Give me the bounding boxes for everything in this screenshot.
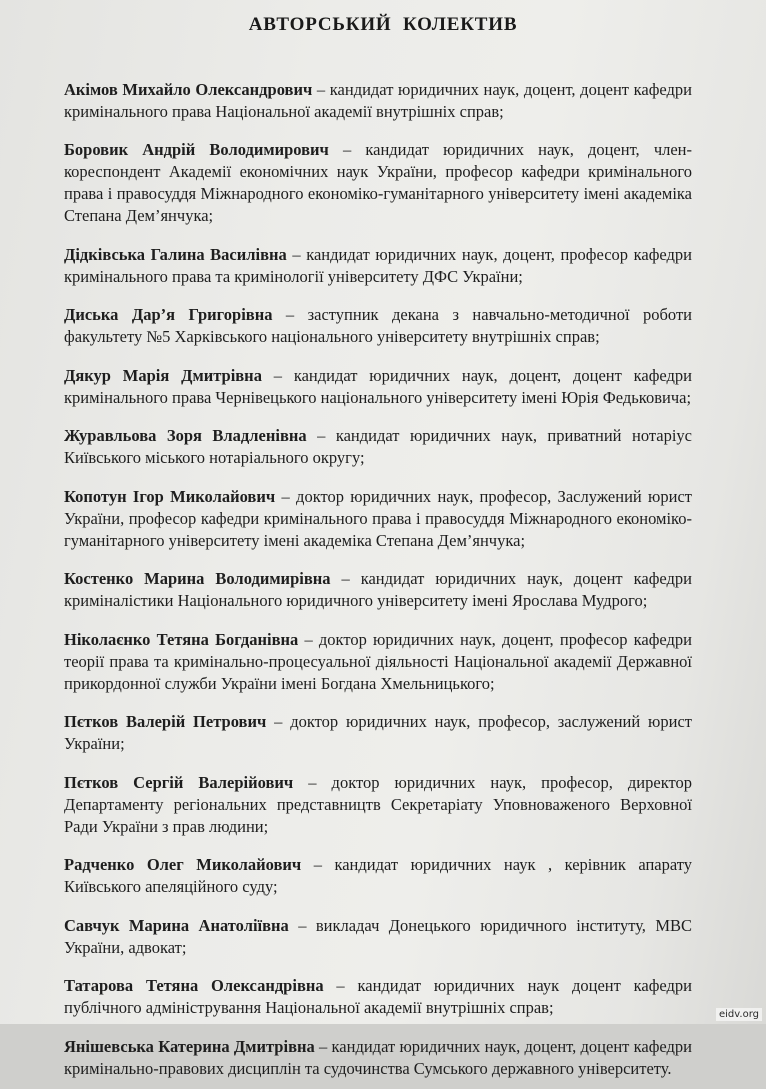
author-entry (64, 915, 692, 959)
author-entry (64, 772, 692, 838)
author-name: Савчук Марина Анатоліївна (64, 915, 289, 935)
author-description: – кандидат юридичних наук, доцент, член-кореспондент Академії економічних наук України, професор кафедри кримінального права і правосуддя Міжнародного економіко-гуманітарного університету імені академіка Степана Дем’янчука; (64, 140, 692, 225)
author-entry (64, 568, 692, 612)
author-entry (64, 244, 692, 288)
author-name: Журавльова Зоря Владленівна (64, 426, 307, 445)
author-name: Ніколаєнко Тетяна Богданівна (64, 629, 299, 649)
author-description: – кандидат юридичних наук, доцент, доцент кафедри кримінально-правових дисциплін та судочинства Сумського державного університету. (64, 1036, 693, 1078)
author-name: Радченко Олег Миколайович (64, 855, 302, 874)
author-description: – кандидат юридичних наук, доцент, професор кафедри кримінального права та кримінології університету ДФС України; (64, 244, 692, 286)
author-description: – кандидат юридичних наук, доцент, доцент кафедри кримінального права Національної академії внутрішніх справ; (64, 79, 692, 121)
author-description: – доктор юридичних наук, професор, Заслужений юрист України, професор кафедри кримінального права і правосуддя Міжнародного економіко-гуманітарного університету імені академіка Степана Дем’янчука; (64, 486, 692, 550)
author-description: – кандидат юридичних наук, доцент кафедри криміналістики Національного юридичного університету імені Ярослава Мудрого; (64, 569, 692, 610)
author-description: – кандидат юридичних наук, доцент, доцент кафедри кримінального права Чернівецького національного університету імені Юрія Федьковича; (64, 365, 692, 407)
authors-list (64, 62, 692, 1089)
author-name: Диська Дар’я Григорівна (64, 305, 273, 324)
author-entry (64, 425, 692, 469)
author-name: Боровик Андрій Володимирович (64, 140, 329, 159)
author-name: Дякур Марія Дмитрівна (64, 365, 262, 385)
author-name: Янішевська Катерина Дмитрівна (64, 1036, 315, 1056)
author-description: – кандидат юридичних наук, приватний нотаріус Київського міського нотаріального округу; (64, 426, 692, 467)
author-name: Костенко Марина Володимирівна (64, 569, 331, 588)
author-name: Копотун Ігор Миколайович (64, 486, 276, 506)
author-name: Татарова Тетяна Олександрівна (64, 976, 324, 995)
author-name: Акімов Михайло Олександрович (64, 79, 313, 99)
author-entry (64, 486, 692, 552)
page-title: АВТОРСЬКИЙ КОЛЕКТИВ (248, 14, 518, 35)
watermark-label: eidv.org (716, 1008, 762, 1021)
author-description: – кандидат юридичних наук , керівник апарату Київського апеляційного суду; (64, 855, 692, 896)
author-description: – доктор юридичних наук, професор, заслужений юрист України; (64, 712, 693, 753)
author-entry (64, 304, 692, 348)
author-entry (64, 139, 692, 227)
author-name: Дідківська Галина Василівна (64, 244, 287, 264)
author-name: Пєтков Сергій Валерійович (64, 772, 294, 792)
author-entry (64, 79, 692, 123)
author-entry (64, 365, 692, 409)
author-description: – доктор юридичних наук, доцент, професор кафедри теорії права та кримінально-процесуальної діяльності Національної академії Державної прикордонної служби України імені Богдана Хмельницького; (64, 629, 692, 693)
author-entry (64, 975, 692, 1019)
author-description: – доктор юридичних наук, професор, директор Департаменту регіональних представництв Секретаріату Уповноваженого Верховної Ради України з прав людини; (64, 772, 693, 836)
author-entry (64, 711, 692, 755)
author-entry (64, 1036, 692, 1080)
author-entry (64, 854, 692, 898)
author-entry (64, 629, 692, 695)
author-description: – кандидат юридичних наук доцент кафедри публічного адміністрування Національної академії внутрішніх справ; (64, 976, 692, 1017)
author-description: – викладач Донецького юридичного інституту, МВС України, адвокат; (64, 915, 692, 957)
author-name: Пєтков Валерій Петрович (64, 712, 267, 731)
author-description: – заступник декана з навчально-методичної роботи факультету №5 Харківського національного університету внутрішніх справ; (64, 305, 692, 346)
